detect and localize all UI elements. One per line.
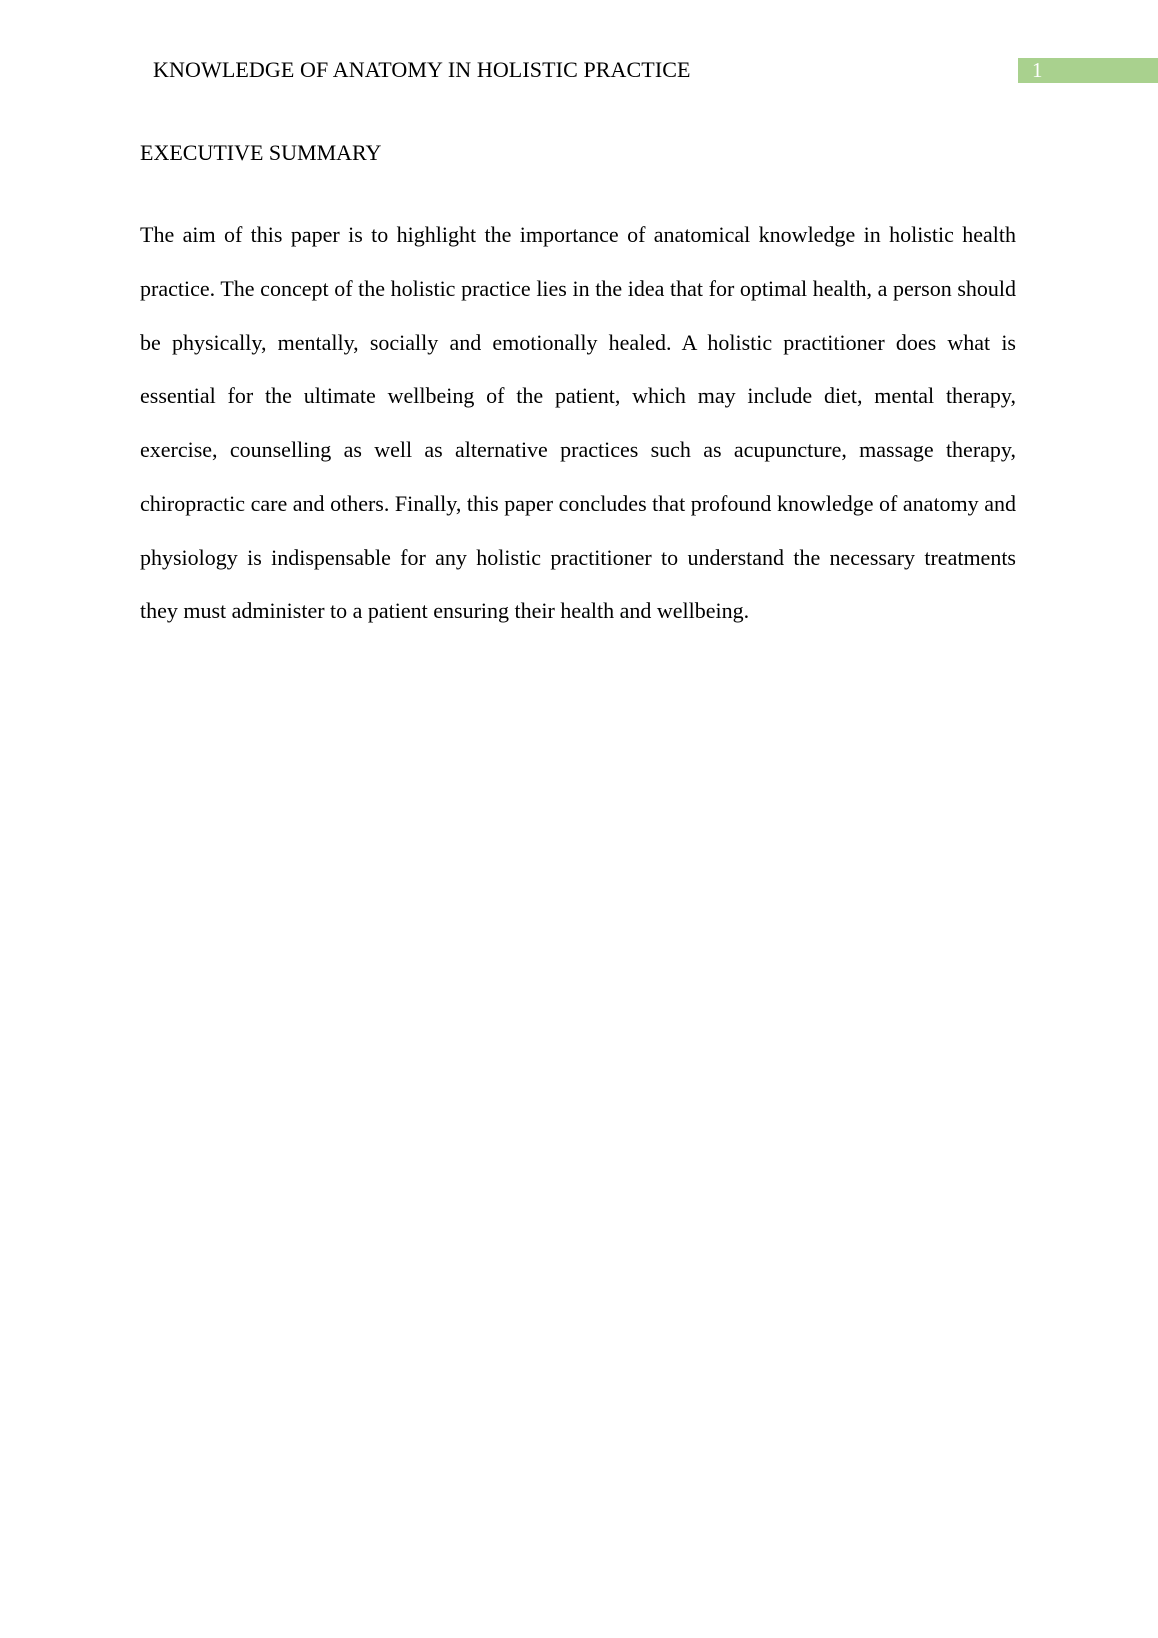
summary-paragraph: The aim of this paper is to highlight the importance of anatomical knowledge in holistic health practice. The concept of the holistic practice lies in the idea that for optimal health, a person should be physically, mentally, socially and emotionally healed. A holistic practitioner does what is essential for the ultimate wellbeing of the patient, which may include diet, mental therapy, exercise, counselling as well as alternative practices such as acupuncture, massage therapy, chiropractic care and others. Finally, this paper concludes that profound knowledge of anatomy and physiology is indispensable for any holistic practitioner to understand the necessary treatments they must administer to a patient ensuring their health and wellbeing. <box>140 222 1016 624</box>
running-head: KNOWLEDGE OF ANATOMY IN HOLISTIC PRACTICE <box>153 57 691 82</box>
page-number-badge <box>1018 58 1158 83</box>
section-heading: EXECUTIVE SUMMARY <box>140 140 382 165</box>
page-number: 1 <box>1032 58 1043 82</box>
